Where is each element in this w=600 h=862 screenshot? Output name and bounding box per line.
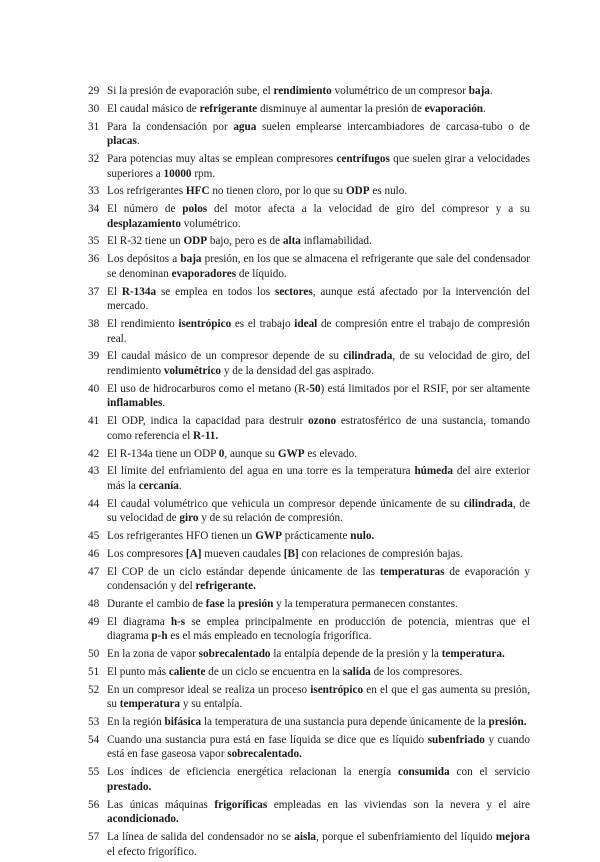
item-number: 57 bbox=[88, 830, 100, 843]
list-item bbox=[88, 647, 530, 662]
text-run: , aunque está afectado por la intervención del mercado. bbox=[107, 285, 530, 313]
text-run: El caudal volumétrico que vehicula un compresor depende únicamente de su bbox=[107, 497, 464, 510]
bold-term: temperatura. bbox=[441, 648, 505, 661]
text-run: y cuando está en fase gaseosa vapor bbox=[107, 733, 530, 761]
text-run: El R-134a tiene un ODP bbox=[107, 447, 219, 460]
bold-term: consumida bbox=[397, 766, 450, 779]
item-text bbox=[107, 120, 530, 149]
bold-term: isentrópico bbox=[178, 318, 232, 330]
list-item bbox=[88, 733, 530, 762]
text-run: . bbox=[136, 135, 140, 148]
bold-term: GWP bbox=[277, 447, 305, 460]
text-run: El COP de un ciclo estándar depende únicamente de las bbox=[107, 565, 380, 578]
text-run: El número de bbox=[107, 203, 183, 216]
item-text bbox=[107, 765, 530, 794]
text-run: que suelen girar a velocidades superiores a bbox=[107, 152, 530, 180]
text-run: y la temperatura permanecen constantes. bbox=[273, 597, 458, 610]
text-run: El rendimiento bbox=[107, 318, 179, 330]
item-text bbox=[107, 382, 530, 411]
text-run: . bbox=[162, 397, 166, 410]
bold-term: placas bbox=[107, 135, 137, 148]
item-number: 36 bbox=[88, 253, 100, 266]
bold-term: acondicionado. bbox=[107, 813, 179, 826]
text-run: El límite del enfriamiento del agua en una torre es la temperatura bbox=[107, 465, 415, 478]
text-run: el efecto frigorífico. bbox=[107, 845, 197, 858]
list-item bbox=[88, 252, 530, 281]
bold-term: temperaturas bbox=[379, 565, 445, 578]
item-number: 53 bbox=[88, 716, 100, 729]
item-number: 51 bbox=[88, 665, 100, 678]
item-number: 43 bbox=[88, 465, 100, 478]
text-run: Para la condensación por bbox=[107, 120, 234, 133]
text-run: volumétrico. bbox=[180, 217, 241, 230]
bold-term: bifásica bbox=[164, 716, 202, 729]
text-run: . bbox=[178, 479, 182, 492]
bold-term: baja bbox=[468, 85, 490, 97]
bold-term: 50 bbox=[309, 382, 321, 395]
text-run: es el trabajo bbox=[231, 318, 295, 330]
text-run: La línea de salida del condensador no se bbox=[107, 830, 295, 843]
bold-term: salida bbox=[342, 665, 371, 678]
list-item bbox=[88, 120, 530, 149]
list-item bbox=[88, 84, 530, 99]
bold-term: centrífugos bbox=[336, 152, 390, 165]
bold-term: aisla bbox=[294, 830, 317, 843]
bold-term: polos bbox=[182, 203, 208, 216]
text-run: , de su velocidad de bbox=[107, 497, 530, 525]
bold-term: ODP bbox=[183, 235, 208, 248]
item-text bbox=[107, 565, 530, 594]
list-item bbox=[88, 382, 530, 411]
item-text bbox=[107, 665, 530, 680]
text-run: Durante el cambio de bbox=[107, 597, 206, 610]
bold-term: cercanía bbox=[138, 479, 179, 492]
text-run: El ODP, indica la capacidad para destruir bbox=[107, 415, 309, 428]
bold-term: mejora bbox=[495, 830, 530, 843]
text-run: con el servicio bbox=[449, 766, 530, 779]
bold-term: evaporadores bbox=[171, 267, 237, 280]
item-text bbox=[107, 414, 530, 443]
item-number: 40 bbox=[88, 382, 100, 395]
bold-term: desplazamiento bbox=[107, 217, 181, 230]
bold-term: nulo. bbox=[350, 530, 375, 543]
text-run: Los refrigerantes HFO tienen un bbox=[107, 530, 256, 543]
item-number: 38 bbox=[88, 318, 100, 330]
text-run: ) está limitados por el RSIF, por ser altamente bbox=[320, 382, 530, 395]
text-run: Los depósitos a bbox=[107, 253, 181, 266]
list-item bbox=[88, 152, 530, 181]
item-number: 29 bbox=[88, 85, 100, 97]
list-item bbox=[88, 349, 530, 378]
text-run: es el más empleado en tecnología frigorífica. bbox=[167, 630, 372, 643]
item-text bbox=[107, 464, 530, 493]
text-run: de líquido. bbox=[236, 267, 287, 280]
text-run: Para potencias muy altas se emplean compresores bbox=[107, 152, 337, 165]
list-item bbox=[88, 102, 530, 117]
bold-term: cilindrada bbox=[343, 350, 393, 363]
list-item bbox=[88, 529, 530, 544]
item-text bbox=[107, 152, 530, 181]
bold-term: sobrecalentado. bbox=[227, 748, 302, 761]
text-run: es elevado. bbox=[304, 447, 358, 460]
bold-term: [B] bbox=[283, 547, 299, 560]
item-text bbox=[107, 349, 530, 378]
bold-term: h-s bbox=[170, 615, 186, 628]
item-text bbox=[107, 102, 530, 117]
bold-term: temperatura bbox=[119, 698, 181, 711]
bold-term: cilindrada bbox=[463, 497, 513, 510]
list-item bbox=[88, 715, 530, 730]
bold-term: refrigerante. bbox=[195, 580, 256, 593]
bold-term: frigoríficas bbox=[214, 798, 268, 811]
item-number: 46 bbox=[88, 547, 100, 560]
item-number: 44 bbox=[88, 497, 100, 510]
text-run: es nulo. bbox=[369, 185, 408, 198]
bold-term: baja bbox=[180, 253, 202, 266]
numbered-statement-list bbox=[88, 84, 530, 862]
bold-term: HFC bbox=[185, 185, 210, 198]
bold-term: evaporación bbox=[424, 102, 484, 115]
item-text bbox=[107, 733, 530, 762]
item-number: 34 bbox=[88, 203, 100, 216]
list-item bbox=[88, 615, 530, 644]
text-run: Si la presión de evaporación sube, el bbox=[107, 85, 274, 97]
text-run: El uso de hidrocarburos como el metano (R- bbox=[107, 382, 310, 395]
item-text bbox=[107, 497, 530, 526]
item-text bbox=[107, 202, 530, 231]
item-text bbox=[107, 647, 530, 662]
text-run: y de la densidad del gas aspirado. bbox=[221, 364, 374, 377]
text-run: volumétrico de un compresor bbox=[331, 85, 469, 97]
list-item bbox=[88, 547, 530, 562]
text-run: Los refrigerantes bbox=[107, 185, 186, 198]
text-run: de evaporación y condensación y del bbox=[107, 565, 530, 593]
item-number: 42 bbox=[88, 447, 100, 460]
text-run: En la zona de vapor bbox=[107, 648, 199, 661]
text-run: , aunque su bbox=[224, 447, 278, 460]
item-text bbox=[107, 798, 530, 827]
item-text bbox=[107, 547, 530, 562]
item-text bbox=[107, 184, 530, 199]
text-run: El R-32 tiene un bbox=[107, 235, 184, 248]
text-run: disminuye al aumentar la presión de bbox=[257, 102, 425, 115]
list-item bbox=[88, 234, 530, 249]
text-run: mueven caudales bbox=[201, 547, 284, 560]
item-number: 52 bbox=[88, 683, 100, 696]
list-item bbox=[88, 317, 530, 346]
text-run: , porque el subenfriamiento del líquido bbox=[316, 830, 496, 843]
bold-term: refrigerante bbox=[199, 102, 258, 115]
item-text bbox=[107, 715, 530, 730]
item-number: 55 bbox=[88, 766, 100, 779]
list-item bbox=[88, 497, 530, 526]
bold-term: presión. bbox=[488, 716, 527, 729]
item-number: 31 bbox=[88, 120, 100, 133]
bold-term: ODP bbox=[345, 185, 370, 198]
item-text bbox=[107, 285, 530, 314]
list-item bbox=[88, 464, 530, 493]
text-run: de un ciclo se encuentra en la bbox=[205, 665, 343, 678]
item-number: 47 bbox=[88, 565, 100, 578]
bold-term: ozono bbox=[308, 415, 337, 428]
text-run: empleadas en las viviendas son la nevera y el aire bbox=[267, 798, 530, 811]
item-number: 37 bbox=[88, 285, 100, 298]
item-number: 54 bbox=[88, 733, 100, 746]
item-number: 39 bbox=[88, 350, 100, 363]
text-run: El caudal másico de un compresor depende de su bbox=[107, 350, 344, 363]
text-run: se emplea principalmente en producción de potencia, mientras que el diagrama bbox=[107, 615, 531, 643]
item-text bbox=[107, 234, 530, 249]
bold-term: giro bbox=[179, 512, 199, 525]
text-run: Los compresores bbox=[107, 547, 186, 560]
bold-term: volumétrico bbox=[163, 364, 222, 377]
item-text bbox=[107, 84, 530, 99]
text-run: estratosférico de una sustancia, tomando como referencia el bbox=[107, 415, 530, 442]
list-item bbox=[88, 184, 530, 199]
item-number: 48 bbox=[88, 597, 100, 610]
list-item bbox=[88, 285, 530, 314]
bold-term: p-h bbox=[151, 630, 168, 643]
bold-term: sobrecalentado bbox=[198, 648, 271, 661]
list-item bbox=[88, 202, 530, 231]
text-run: presión, en los que se almacena el refrigerante que sale del condensador se denominan bbox=[107, 253, 530, 280]
text-run: y de su relación de compresión. bbox=[198, 512, 343, 525]
item-text bbox=[107, 317, 530, 346]
list-item bbox=[88, 665, 530, 680]
text-run: de los compresores. bbox=[370, 665, 463, 678]
text-run: prácticamente bbox=[281, 530, 351, 543]
item-text bbox=[107, 615, 530, 644]
text-run: El bbox=[107, 285, 122, 298]
text-run: . bbox=[489, 85, 493, 97]
bold-term: sectores bbox=[274, 285, 313, 298]
bold-term: prestado. bbox=[107, 780, 152, 793]
text-run: inflamabilidad. bbox=[300, 235, 372, 248]
list-item bbox=[88, 597, 530, 612]
bold-term: húmeda bbox=[414, 465, 453, 478]
text-run: Las únicas máquinas bbox=[107, 798, 215, 811]
list-item bbox=[88, 765, 530, 794]
text-run: se emplea en todos los bbox=[156, 285, 275, 298]
text-run: El diagrama bbox=[107, 615, 171, 628]
text-run: En un compresor ideal se realiza un proceso bbox=[107, 683, 311, 696]
bold-term: subenfriado bbox=[427, 733, 485, 746]
bold-term: 10000 bbox=[163, 167, 192, 180]
item-number: 35 bbox=[88, 235, 100, 248]
bold-term: inflamables bbox=[107, 397, 163, 410]
text-run: bajo, pero es de bbox=[207, 235, 283, 248]
bold-term: R-11. bbox=[193, 429, 219, 442]
text-run: y su entalpía. bbox=[180, 698, 243, 711]
bold-term: alta bbox=[282, 235, 301, 248]
text-run: de compresión entre el trabajo de compresión real. bbox=[107, 318, 530, 345]
item-number: 33 bbox=[88, 185, 100, 198]
list-item bbox=[88, 565, 530, 594]
text-run: la entalpía depende de la presión y la bbox=[270, 648, 442, 661]
text-run: en el que el gas aumenta su presión, su bbox=[107, 683, 530, 711]
text-run: Cuando una sustancia pura está en fase líquida se dice que es líquido bbox=[107, 733, 428, 746]
bold-term: GWP bbox=[255, 530, 282, 543]
bold-term: rendimiento bbox=[273, 85, 332, 97]
list-item bbox=[88, 414, 530, 443]
bold-term: isentrópico bbox=[310, 683, 364, 696]
list-item bbox=[88, 798, 530, 827]
text-run: . bbox=[483, 102, 486, 115]
bold-term: presión bbox=[238, 597, 274, 610]
text-run: con relaciones de compresión bajas. bbox=[298, 547, 463, 560]
item-text bbox=[107, 252, 530, 281]
text-run: no tienen cloro, por lo que su bbox=[209, 185, 346, 198]
item-number: 45 bbox=[88, 530, 100, 543]
text-run: En la región bbox=[107, 716, 165, 729]
item-text bbox=[107, 830, 530, 859]
bold-term: agua bbox=[233, 120, 257, 133]
item-number: 56 bbox=[88, 798, 100, 811]
text-run: rpm. bbox=[191, 167, 216, 180]
item-number: 50 bbox=[88, 648, 100, 661]
item-number: 32 bbox=[88, 152, 100, 165]
text-run: la temperatura de una sustancia pura depende únicamente de la bbox=[201, 716, 489, 729]
bold-term: 0 bbox=[218, 447, 225, 460]
bold-term: fase bbox=[205, 597, 225, 610]
text-run: El caudal másico de bbox=[107, 102, 200, 115]
bold-term: caliente bbox=[168, 665, 206, 678]
text-run: la bbox=[224, 597, 239, 610]
item-text bbox=[107, 529, 530, 544]
list-item bbox=[88, 830, 530, 859]
bold-term: ideal bbox=[294, 318, 318, 330]
item-number: 41 bbox=[88, 415, 100, 428]
item-text bbox=[107, 597, 530, 612]
item-number: 30 bbox=[88, 102, 100, 115]
text-run: El punto más bbox=[107, 665, 169, 678]
text-run: del aire exterior más la bbox=[107, 465, 531, 492]
item-text bbox=[107, 447, 530, 462]
bold-term: [A] bbox=[185, 547, 202, 560]
text-run: Los índices de eficiencia energética relacionan la energía bbox=[107, 766, 398, 779]
item-number: 49 bbox=[88, 615, 100, 628]
item-text bbox=[107, 683, 530, 712]
bold-term: R-134a bbox=[121, 285, 157, 298]
list-item bbox=[88, 683, 530, 712]
text-run: suelen emplearse intercambiadores de carcasa-tubo o de bbox=[256, 120, 530, 133]
text-run: del motor afecta a la velocidad de giro del compresor y a su bbox=[207, 203, 530, 216]
text-run: , de su velocidad de giro, del rendimiento bbox=[107, 350, 530, 377]
list-item bbox=[88, 447, 530, 462]
